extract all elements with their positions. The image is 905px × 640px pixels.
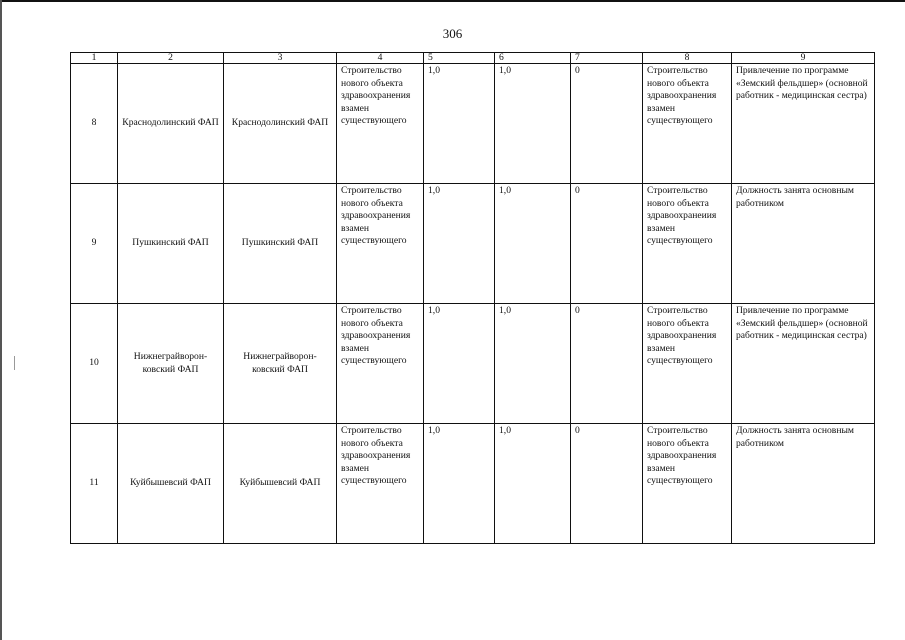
note-text: Привлечение по программе «Земский фельдшер» (основной работник - медицинская сестра): [732, 64, 875, 184]
column-header: 7: [571, 53, 643, 64]
table-row: [71, 304, 875, 424]
column-header: 5: [424, 53, 495, 64]
value-col5: 1,0: [424, 304, 495, 424]
scan-border-top: [0, 0, 905, 2]
table-row: [71, 424, 875, 544]
page-number: 306: [442, 26, 463, 41]
facility-name-new: Краснодолинский ФАП: [224, 64, 337, 184]
row-number: 10: [71, 304, 118, 424]
column-header: 9: [732, 53, 875, 64]
row-number: 11: [71, 424, 118, 544]
action-text-2: Строительство нового объекта здравоохранения взамен существующего: [643, 304, 732, 424]
value-col6: 1,0: [495, 64, 571, 184]
note-text: Должность занята основным работником: [732, 184, 875, 304]
column-header: 3: [224, 53, 337, 64]
facility-name: Куйбышевсий ФАП: [118, 424, 224, 544]
action-text-2: Строительство нового объекта здравоохранения взамен существующего: [643, 64, 732, 184]
column-header: 2: [118, 53, 224, 64]
value-col7: 0: [571, 304, 643, 424]
column-header: 1: [71, 53, 118, 64]
value-col5: 1,0: [424, 64, 495, 184]
action-text-2: Строительство нового объекта здравоохранеиия взамен существующего: [643, 184, 732, 304]
table-header-row: [71, 53, 875, 64]
note-text: Привлечение по программе «Земский фельдшер» (основной работник - медицинская сестра): [732, 304, 875, 424]
value-col7: 0: [571, 424, 643, 544]
table-row: [71, 64, 875, 184]
value-col6: 1,0: [495, 304, 571, 424]
value-col5: 1,0: [424, 424, 495, 544]
action-text: Строительство нового объекта здравоохранения взамен существующего: [337, 424, 424, 544]
value-col6: 1,0: [495, 184, 571, 304]
value-col7: 0: [571, 64, 643, 184]
value-col6: 1,0: [495, 424, 571, 544]
note-text: Должность занята основным работником: [732, 424, 875, 544]
action-text: Строительство нового объекта здравоохранения взамен существующего: [337, 184, 424, 304]
value-col7: 0: [571, 184, 643, 304]
facility-name-new: Пушкинский ФАП: [224, 184, 337, 304]
action-text: Строительство нового объекта здравоохранения взамен существующего: [337, 64, 424, 184]
scan-artifact-mark: [14, 356, 15, 370]
facility-name: Нижнеграйворон-ковский ФАП: [118, 304, 224, 424]
value-col5: 1,0: [424, 184, 495, 304]
row-number: 8: [71, 64, 118, 184]
facility-name: Пушкинский ФАП: [118, 184, 224, 304]
table-row: [71, 184, 875, 304]
facility-name: Краснодолинский ФАП: [118, 64, 224, 184]
data-table: [70, 52, 875, 544]
scan-border-left: [0, 0, 2, 640]
action-text: Строительство нового объекта здравоохранения взамен существующего: [337, 304, 424, 424]
column-header: 8: [643, 53, 732, 64]
facility-name-new: Куйбышевсий ФАП: [224, 424, 337, 544]
column-header: 4: [337, 53, 424, 64]
facility-name-new: Нижнеграйворон-ковский ФАП: [224, 304, 337, 424]
row-number: 9: [71, 184, 118, 304]
action-text-2: Строительство нового объекта здравоохранения взамен существующего: [643, 424, 732, 544]
column-header: 6: [495, 53, 571, 64]
